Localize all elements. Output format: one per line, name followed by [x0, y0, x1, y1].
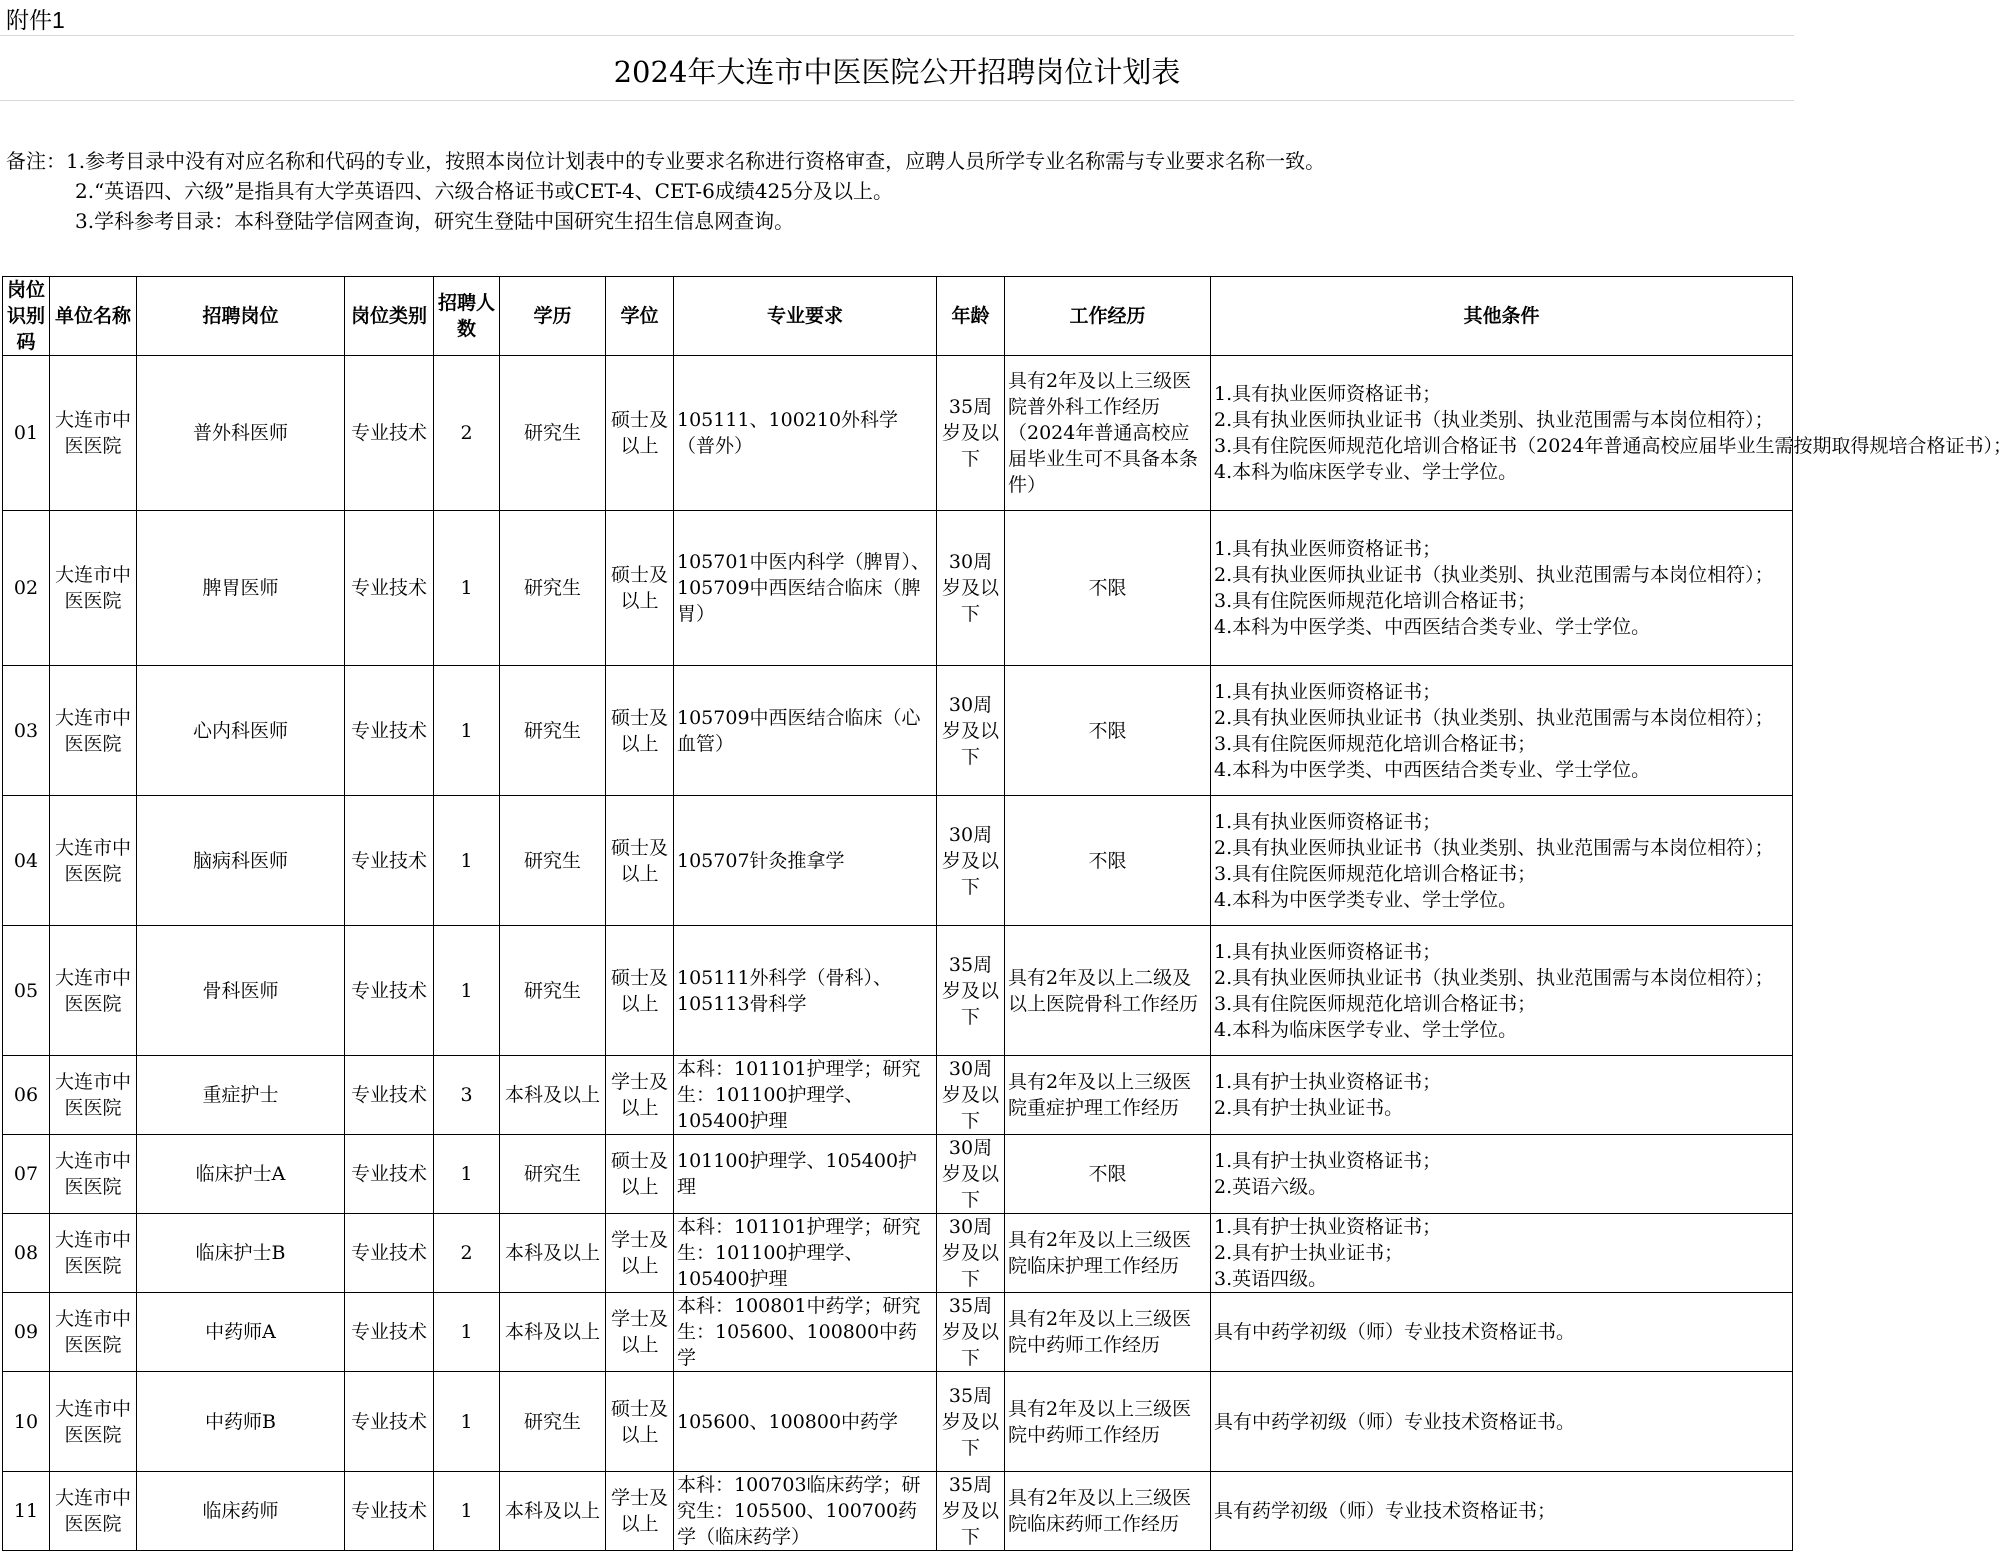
cell-degree: 硕士及以上 — [606, 511, 674, 666]
table-row — [3, 511, 1793, 666]
cell-category: 专业技术 — [345, 926, 434, 1056]
cell-category: 专业技术 — [345, 1472, 434, 1551]
cell-age: 30周岁及以下 — [937, 1214, 1005, 1293]
cell-education: 研究生 — [500, 666, 606, 796]
cell-post: 临床护士B — [137, 1214, 345, 1293]
cell-age: 30周岁及以下 — [937, 796, 1005, 926]
cell-code: 06 — [3, 1056, 50, 1135]
cell-post: 普外科医师 — [137, 356, 345, 511]
cell-major: 105701中医内科学（脾胃）、105709中西医结合临床（脾胃） — [674, 511, 937, 666]
cell-education: 本科及以上 — [500, 1056, 606, 1135]
table-body — [3, 356, 2012, 1551]
cell-other — [1211, 356, 2012, 511]
cell-other — [1211, 1214, 1793, 1293]
other-condition-line: 1.具有护士执业资格证书； — [1214, 1150, 1442, 1172]
cell-major: 本科：101101护理学；研究生：101100护理学、105400护理 — [674, 1214, 937, 1293]
cell-experience: 具有2年及以上三级医院中药师工作经历 — [1005, 1293, 1211, 1372]
attachment-label: 附件1 — [6, 7, 65, 33]
other-condition-line: 具有药学初级（师）专业技术资格证书； — [1214, 1500, 1557, 1522]
cell-unit: 大连市中医医院 — [50, 1135, 137, 1214]
cell-experience: 不限 — [1005, 796, 1211, 926]
cell-code: 01 — [3, 356, 50, 511]
cell-post: 重症护士 — [137, 1056, 345, 1135]
cell-degree: 学士及以上 — [606, 1472, 674, 1551]
other-condition-line: 2.具有护士执业证书。 — [1214, 1097, 1404, 1119]
cell-count: 1 — [434, 926, 500, 1056]
cell-count: 1 — [434, 1372, 500, 1472]
cell-code: 02 — [3, 511, 50, 666]
cell-unit: 大连市中医医院 — [50, 796, 137, 926]
cell-code: 09 — [3, 1293, 50, 1372]
cell-count: 1 — [434, 1472, 500, 1551]
cell-post: 脑病科医师 — [137, 796, 345, 926]
cell-count: 1 — [434, 511, 500, 666]
cell-major: 105111、100210外科学（普外） — [674, 356, 937, 511]
cell-category: 专业技术 — [345, 666, 434, 796]
cell-category: 专业技术 — [345, 1214, 434, 1293]
cell-education: 研究生 — [500, 356, 606, 511]
cell-major: 101100护理学、105400护理 — [674, 1135, 937, 1214]
cell-other — [1211, 796, 1793, 926]
cell-degree: 硕士及以上 — [606, 796, 674, 926]
other-condition-line: 4.本科为中医学类专业、学士学位。 — [1214, 888, 1518, 911]
table-row — [3, 1135, 1793, 1214]
cell-degree: 硕士及以上 — [606, 1372, 674, 1472]
header-education: 学历 — [500, 277, 606, 356]
other-condition-line: 2.具有执业医师执业证书（执业类别、执业范围需与本岗位相符）； — [1214, 706, 1774, 729]
header-count: 招聘人数 — [434, 277, 500, 356]
table-row — [3, 666, 1793, 796]
cell-count: 1 — [434, 666, 500, 796]
other-condition-line: 4.本科为中医学类、中西医结合类专业、学士学位。 — [1214, 758, 1651, 781]
cell-count: 1 — [434, 1293, 500, 1372]
cell-code: 05 — [3, 926, 50, 1056]
cell-degree: 学士及以上 — [606, 1293, 674, 1372]
cell-code: 10 — [3, 1372, 50, 1472]
other-condition-line: 1.具有执业医师资格证书； — [1214, 538, 1442, 560]
cell-post: 骨科医师 — [137, 926, 345, 1056]
cell-degree: 学士及以上 — [606, 1214, 674, 1293]
cell-count: 1 — [434, 796, 500, 926]
cell-unit: 大连市中医医院 — [50, 1214, 137, 1293]
other-condition-line: 3.具有住院医师规范化培训合格证书； — [1214, 992, 1537, 1015]
other-condition-line: 2.具有执业医师执业证书（执业类别、执业范围需与本岗位相符）； — [1214, 966, 1774, 989]
other-condition-line: 1.具有执业医师资格证书； — [1214, 940, 1442, 963]
cell-post: 脾胃医师 — [137, 511, 345, 666]
cell-age: 35周岁及以下 — [937, 1472, 1005, 1551]
cell-other — [1211, 1056, 1793, 1135]
cell-age: 30周岁及以下 — [937, 1056, 1005, 1135]
header-age: 年龄 — [937, 277, 1005, 356]
cell-degree: 学士及以上 — [606, 1056, 674, 1135]
cell-count: 2 — [434, 1214, 500, 1293]
cell-count: 1 — [434, 1135, 500, 1214]
cell-degree: 硕士及以上 — [606, 926, 674, 1056]
table-row — [3, 356, 1793, 511]
other-condition-line: 1.具有护士执业资格证书； — [1214, 1071, 1442, 1093]
cell-experience: 具有2年及以上三级医院临床药师工作经历 — [1005, 1472, 1211, 1551]
cell-age: 30周岁及以下 — [937, 1135, 1005, 1214]
cell-major: 105600、100800中药学 — [674, 1372, 937, 1472]
cell-experience: 具有2年及以上二级及以上医院骨科工作经历 — [1005, 926, 1211, 1056]
cell-degree: 硕士及以上 — [606, 1135, 674, 1214]
cell-category: 专业技术 — [345, 356, 434, 511]
cell-age: 35周岁及以下 — [937, 1293, 1005, 1372]
sheet-gridline-title — [0, 100, 1794, 101]
cell-education: 研究生 — [500, 1135, 606, 1214]
sheet-gridline-top — [0, 35, 1794, 36]
cell-education: 本科及以上 — [500, 1472, 606, 1551]
header-unit: 单位名称 — [50, 277, 137, 356]
table-row — [3, 1056, 1793, 1135]
cell-unit: 大连市中医医院 — [50, 356, 137, 511]
other-condition-line: 具有中药学初级（师）专业技术资格证书。 — [1214, 1410, 1576, 1433]
table-row — [3, 1472, 1793, 1551]
other-condition-line: 3.英语四级。 — [1214, 1268, 1328, 1290]
cell-code: 03 — [3, 666, 50, 796]
header-experience: 工作经历 — [1005, 277, 1211, 356]
other-condition-line: 3.具有住院医师规范化培训合格证书； — [1214, 732, 1537, 755]
other-condition-line: 4.本科为临床医学专业、学士学位。 — [1214, 461, 1518, 483]
cell-unit: 大连市中医医院 — [50, 511, 137, 666]
header-degree: 学位 — [606, 277, 674, 356]
other-condition-line: 具有中药学初级（师）专业技术资格证书。 — [1214, 1321, 1576, 1343]
cell-experience: 不限 — [1005, 666, 1211, 796]
header-post: 招聘岗位 — [137, 277, 345, 356]
other-condition-line: 3.具有住院医师规范化培训合格证书； — [1214, 862, 1537, 885]
cell-post: 临床药师 — [137, 1472, 345, 1551]
cell-major: 本科：100703临床药学；研究生：105500、100700药学（临床药学） — [674, 1472, 937, 1551]
cell-code: 08 — [3, 1214, 50, 1293]
cell-count: 2 — [434, 356, 500, 511]
cell-education: 研究生 — [500, 926, 606, 1056]
other-condition-line: 3.具有住院医师规范化培训合格证书； — [1214, 590, 1537, 612]
cell-other — [1211, 1372, 1793, 1472]
cell-experience: 不限 — [1005, 1135, 1211, 1214]
cell-major: 本科：101101护理学；研究生：101100护理学、105400护理 — [674, 1056, 937, 1135]
cell-unit: 大连市中医医院 — [50, 666, 137, 796]
cell-code: 11 — [3, 1472, 50, 1551]
cell-post: 中药师A — [137, 1293, 345, 1372]
cell-other — [1211, 1472, 1793, 1551]
cell-major: 本科：100801中药学；研究生：105600、100800中药学 — [674, 1293, 937, 1372]
cell-education: 研究生 — [500, 796, 606, 926]
header-major: 专业要求 — [674, 277, 937, 356]
header-code: 岗位识别码 — [3, 277, 50, 356]
cell-count: 3 — [434, 1056, 500, 1135]
cell-category: 专业技术 — [345, 796, 434, 926]
cell-experience: 具有2年及以上三级医院重症护理工作经历 — [1005, 1056, 1211, 1135]
other-condition-line: 2.英语六级。 — [1214, 1176, 1328, 1198]
cell-education: 研究生 — [500, 1372, 606, 1472]
other-condition-line: 3.具有住院医师规范化培训合格证书（2024年普通高校应届毕业生需按期取得规培合格证书）； — [1214, 435, 2012, 457]
notes-block — [6, 146, 1325, 236]
header-other: 其他条件 — [1211, 277, 1793, 356]
cell-experience: 具有2年及以上三级医院普外科工作经历（2024年普通高校应届毕业生可不具备本条件） — [1005, 356, 1211, 511]
cell-degree: 硕士及以上 — [606, 356, 674, 511]
cell-post: 心内科医师 — [137, 666, 345, 796]
cell-degree: 硕士及以上 — [606, 666, 674, 796]
cell-education: 本科及以上 — [500, 1214, 606, 1293]
cell-experience: 具有2年及以上三级医院临床护理工作经历 — [1005, 1214, 1211, 1293]
table-row — [3, 796, 1793, 926]
other-condition-line: 1.具有执业医师资格证书； — [1214, 680, 1442, 703]
cell-major: 105707针灸推拿学 — [674, 796, 937, 926]
note-line: 2.“英语四、六级”是指具有大学英语四、六级合格证书或CET-4、CET-6成绩425分及以上。 — [75, 179, 893, 203]
cell-age: 35周岁及以下 — [937, 356, 1005, 511]
cell-unit: 大连市中医医院 — [50, 1472, 137, 1551]
cell-unit: 大连市中医医院 — [50, 1372, 137, 1472]
cell-post: 临床护士A — [137, 1135, 345, 1214]
table-row — [3, 1293, 1793, 1372]
cell-code: 07 — [3, 1135, 50, 1214]
note-line: 3.学科参考目录：本科登陆学信网查询，研究生登陆中国研究生招生信息网查询。 — [75, 209, 795, 233]
other-condition-line: 2.具有执业医师执业证书（执业类别、执业范围需与本岗位相符）； — [1214, 836, 1774, 859]
cell-category: 专业技术 — [345, 511, 434, 666]
table-row — [3, 1372, 1793, 1472]
cell-age: 35周岁及以下 — [937, 926, 1005, 1056]
cell-category: 专业技术 — [345, 1135, 434, 1214]
cell-age: 35周岁及以下 — [937, 1372, 1005, 1472]
other-condition-line: 4.本科为中医学类、中西医结合类专业、学士学位。 — [1214, 616, 1651, 638]
cell-category: 专业技术 — [345, 1372, 434, 1472]
cell-education: 本科及以上 — [500, 1293, 606, 1372]
other-condition-line: 1.具有执业医师资格证书； — [1214, 810, 1442, 833]
cell-code: 04 — [3, 796, 50, 926]
other-condition-line: 2.具有执业医师执业证书（执业类别、执业范围需与本岗位相符）； — [1214, 409, 1774, 431]
cell-unit: 大连市中医医院 — [50, 1293, 137, 1372]
cell-post: 中药师B — [137, 1372, 345, 1472]
cell-experience: 具有2年及以上三级医院中药师工作经历 — [1005, 1372, 1211, 1472]
cell-major: 105709中西医结合临床（心血管） — [674, 666, 937, 796]
cell-age: 30周岁及以下 — [937, 666, 1005, 796]
other-condition-line: 1.具有执业医师资格证书； — [1214, 383, 1442, 405]
cell-other — [1211, 1135, 1793, 1214]
cell-other — [1211, 1293, 1793, 1372]
cell-other — [1211, 926, 1793, 1056]
other-condition-line: 2.具有护士执业证书； — [1214, 1242, 1404, 1264]
table-row — [3, 926, 1793, 1056]
cell-category: 专业技术 — [345, 1293, 434, 1372]
page-title: 2024年大连市中医医院公开招聘岗位计划表 — [613, 55, 1181, 89]
table-row — [3, 1214, 1793, 1293]
cell-unit: 大连市中医医院 — [50, 926, 137, 1056]
cell-other — [1211, 511, 1793, 666]
header-category: 岗位类别 — [345, 277, 434, 356]
other-condition-line: 1.具有护士执业资格证书； — [1214, 1216, 1442, 1238]
cell-experience: 不限 — [1005, 511, 1211, 666]
cell-other — [1211, 666, 1793, 796]
recruitment-table — [2, 276, 2012, 1551]
cell-major: 105111外科学（骨科）、105113骨科学 — [674, 926, 937, 1056]
cell-education: 研究生 — [500, 511, 606, 666]
cell-age: 30周岁及以下 — [937, 511, 1005, 666]
other-condition-line: 4.本科为临床医学专业、学士学位。 — [1214, 1018, 1518, 1041]
cell-unit: 大连市中医医院 — [50, 1056, 137, 1135]
table-header-row — [3, 277, 1793, 356]
note-line: 备注：1.参考目录中没有对应名称和代码的专业，按照本岗位计划表中的专业要求名称进行资格审查，应聘人员所学专业名称需与专业要求名称一致。 — [6, 149, 1326, 173]
other-condition-line: 2.具有执业医师执业证书（执业类别、执业范围需与本岗位相符）； — [1214, 564, 1774, 586]
cell-category: 专业技术 — [345, 1056, 434, 1135]
